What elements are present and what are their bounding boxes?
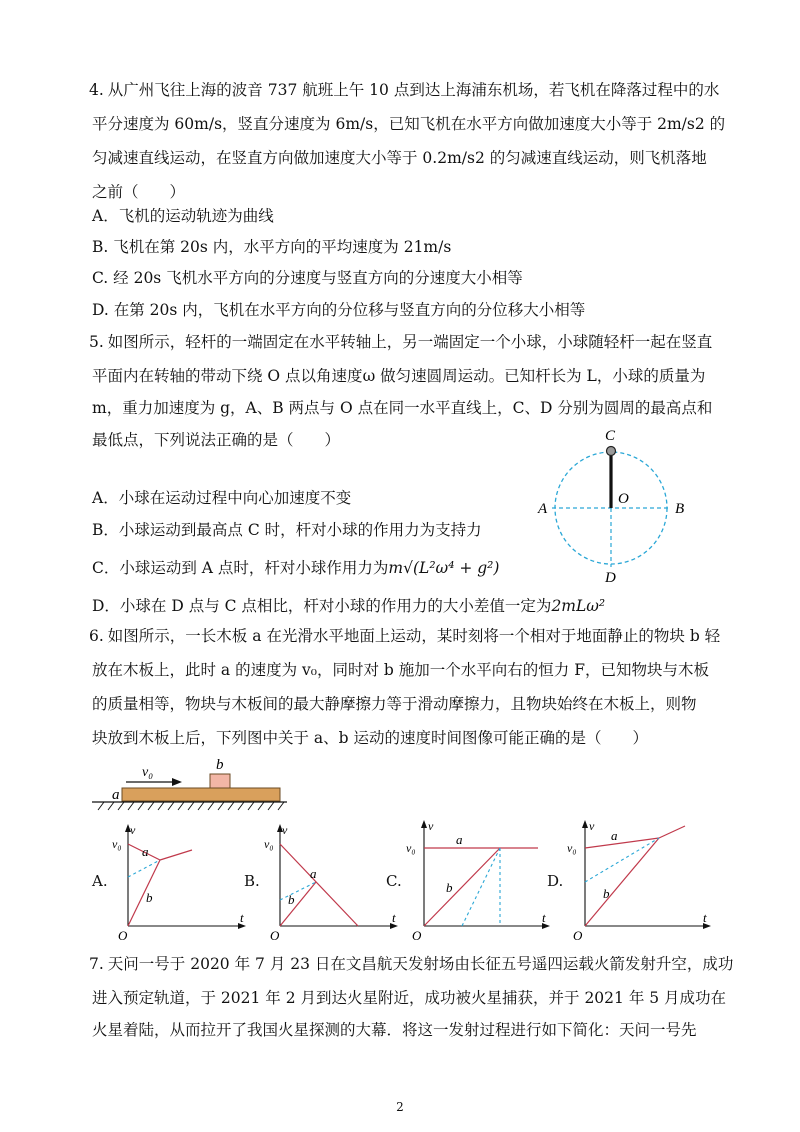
- q4-option-c: C. 经 20s 飞机水平方向的分速度与竖直方向的分速度大小相等: [92, 269, 523, 287]
- block-b: [210, 774, 230, 788]
- graph-c-label: C.: [386, 872, 402, 890]
- q5-option-b: B．小球运动到最高点 C 时，杆对小球的作用力为支持力: [92, 521, 482, 539]
- board-figure: [92, 758, 292, 818]
- q5-line-2: 平面内在转轴的带动下绕 O 点以角速度ω 做匀速圆周运动。已知杆长为 L，小球的质量为: [92, 367, 706, 385]
- graph-b-label: B.: [244, 872, 260, 890]
- arrow-head: [172, 778, 182, 786]
- label-v: v: [428, 819, 434, 833]
- q5-line-3: m，重力加速度为 g，A、B 两点与 O 点在同一水平直线上，C、D 分别为圆周的最高点和: [92, 399, 713, 417]
- dashed-line-1: [462, 848, 500, 926]
- label-board-a: a: [112, 787, 120, 803]
- label-v0: v₀: [406, 841, 416, 855]
- label-block-b: b: [216, 758, 224, 773]
- label-o: O: [573, 928, 583, 942]
- label-b: b: [288, 892, 295, 907]
- label-o: O: [118, 928, 128, 942]
- q4-line-3: 匀减速直线运动，在竖直方向做加速度大小等于 0.2m/s2 的匀减速直线运动，则飞机落地: [92, 149, 707, 167]
- graph-d: [567, 818, 717, 942]
- q5-line-4: 最低点，下列说法正确的是（ ）: [92, 431, 341, 449]
- board-a: [122, 788, 280, 801]
- dashed-line: [280, 882, 316, 900]
- q5-option-d: D．小球在 D 点与 C 点相比，杆对小球的作用力的大小差值一定为2mLω²: [92, 597, 606, 615]
- q4-option-d: D. 在第 20s 内，飞机在水平方向的分位移与竖直方向的分位移大小相等: [92, 301, 586, 319]
- label-v: v: [130, 823, 136, 837]
- q6-line-3: 的质量相等，物块与木板间的最大静摩擦力等于滑动摩擦力，且物块始终在木板上，则物: [92, 695, 697, 713]
- q4-line-4: 之前（ ）: [92, 183, 186, 201]
- label-b: B: [675, 501, 685, 517]
- graph-c: [406, 818, 556, 942]
- label-a: a: [611, 828, 618, 843]
- label-a: A: [538, 501, 548, 517]
- line-b: [585, 838, 659, 926]
- line-b: [128, 860, 160, 926]
- q7-line-2: 进入预定轨道，于 2021 年 2 月到达火星附近，成功被火星捕获，并于 2021 年 5 月成功在: [92, 989, 727, 1007]
- q4-line-2: 平分速度为 60m/s，竖直分速度为 6m/s，已知飞机在水平方向做加速度大小等于 2m/s2 的: [92, 115, 726, 133]
- line-b: [280, 882, 316, 926]
- label-v0: v₀: [567, 841, 577, 855]
- label-v: v: [282, 823, 288, 837]
- line-b: [424, 848, 500, 926]
- label-v: v: [589, 819, 595, 833]
- graph-b: [264, 822, 404, 942]
- label-o: O: [618, 491, 629, 507]
- formula-c: m√(L²ω⁴ + g²): [388, 559, 500, 577]
- ground-hatching: [98, 802, 284, 810]
- label-d: D: [605, 570, 616, 585]
- label-o: O: [412, 928, 422, 942]
- line-common: [659, 826, 685, 838]
- label-t: t: [240, 910, 244, 925]
- label-b: b: [146, 890, 153, 905]
- q7-line-1: 7. 天问一号于 2020 年 7 月 23 日在文昌航天发射场由长征五号遥四运载火箭发射升空，成功: [89, 955, 734, 973]
- label-o: O: [270, 928, 280, 942]
- q5-line-1: 5. 如图所示，轻杆的一端固定在水平转轴上，另一端固定一个小球，小球随轻杆一起在竖直: [89, 333, 713, 351]
- v-axis-arrow: [582, 820, 588, 828]
- label-v0: v₀: [142, 765, 154, 780]
- label-a: a: [310, 866, 317, 881]
- label-a: a: [142, 844, 149, 859]
- q7-line-3: 火星着陆，从而拉开了我国火星探测的大幕．将这一发射过程进行如下简化：天问一号先: [92, 1021, 697, 1039]
- line-common: [160, 850, 192, 860]
- label-b: b: [446, 880, 453, 895]
- graph-d-label: D.: [547, 872, 564, 890]
- q4-line-1: 4. 从广州飞往上海的波音 737 航班上午 10 点到达上海浦东机场，若飞机在降落过程中的水: [89, 81, 720, 99]
- line-a: [280, 844, 358, 926]
- formula-d: 2mLω²: [551, 597, 606, 615]
- v-axis-arrow: [421, 820, 427, 828]
- label-a: a: [456, 832, 463, 847]
- dashed-line: [585, 838, 659, 882]
- label-v0: v₀: [112, 837, 122, 851]
- q6-line-2: 放在木板上，此时 a 的速度为 v₀，同时对 b 施加一个水平向右的恒力 F，已知物块与木板: [92, 661, 709, 679]
- label-t: t: [703, 910, 707, 925]
- q5-option-a: A．小球在运动过程中向心加速度不变: [92, 489, 352, 507]
- q6-line-1: 6. 如图所示，一长木板 a 在光滑水平地面上运动，某时刻将一个相对于地面静止的物块 b 轻: [89, 627, 721, 645]
- q4-option-b: B. 飞机在第 20s 内，水平方向的平均速度为 21m/s: [92, 238, 452, 256]
- page-number: 2: [396, 1100, 404, 1114]
- graph-a: [112, 822, 252, 942]
- ball: [607, 447, 616, 456]
- graph-a-label: A.: [92, 872, 108, 890]
- dashed-line: [128, 860, 160, 877]
- label-v0: v₀: [264, 837, 274, 851]
- line-a: [585, 838, 659, 848]
- circle-diagram: [530, 425, 700, 585]
- q6-line-4: 块放到木板上后，下列图中关于 a、b 运动的速度时间图像可能正确的是（ ）: [92, 729, 649, 747]
- label-c: C: [605, 428, 616, 444]
- label-b: b: [603, 886, 610, 901]
- label-t: t: [392, 910, 396, 925]
- q4-option-a: A．飞机的运动轨迹为曲线: [92, 207, 274, 225]
- q5-option-c: C．小球运动到 A 点时，杆对小球作用力为m√(L²ω⁴ + g²): [92, 559, 500, 577]
- label-t: t: [542, 910, 546, 925]
